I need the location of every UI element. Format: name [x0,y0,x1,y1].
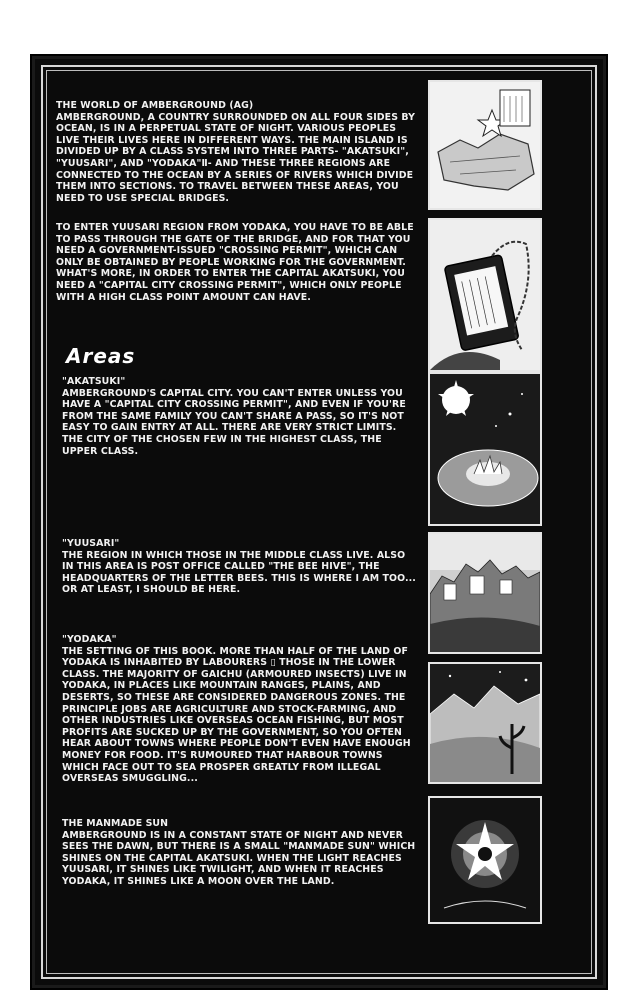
permit-section [56,222,416,303]
areas-heading: Areas [66,344,136,368]
sun-title: THE MANMADE SUN [62,818,169,829]
illustration-yuusari [428,532,542,654]
intro-title: THE WORLD OF AMBERGROUND (AG) [56,100,254,111]
area-name: "YUUSARI" [62,538,120,549]
area-yuusari [62,538,418,596]
illustration-yodaka [428,662,542,784]
area-yodaka [62,634,418,785]
intro-body: AMBERGROUND, A COUNTRY SURROUNDED ON ALL FOUR SIDES BY OCEAN, IS IN A PERPETUAL STATE OF NIGHT. VARIOUS PEOPLES LIVE THEIR LIVES HERE IN DIFFERENT WAYS. THE MAIN ISLAND IS DIVIDED UP BY A CLASS SYSTEM INTO THREE PARTS- "AKATSUKI", "YUUSARI", AND "YODAKA"Ⅱ- AND THESE THREE REGIONS ARE CONNECTED TO THE OCEAN BY A SERIES OF RIVERS WHICH DIVIDE THEM INTO SECTIONS. TO TRAVEL BETWEEN THESE AREAS, YOU NEED TO USE SPECIAL BRIDGES. [56,111,416,204]
area-body: THE SETTING OF THIS BOOK. MORE THAN HALF OF THE LAND OF YODAKA IS INHABITED BY LABOURERS ▯ THOSE IN THE LOWER CLASS. THE MAJORITY OF GAICHU (ARMOURED INSECTS) LIVE IN YODAKA, IN PLACES LIKE MOUNTAIN RANGES, PLAINS, AND DESERTS, SO THESE ARE CONSIDERED DANGEROUS ZONES. THE PRINCIPLE JOBS ARE AGRICULTURE AND STOCK-FARMING, AND OTHER INDUSTRIES LIKE OVERSEAS OCEAN FISHING, BUT MOST PROFITS ARE SUCKED UP BY THE GOVERNMENT, SO YOU OFTEN HEAR ABOUT TOWNS WHERE PEOPLE DON'T EVEN HAVE ENOUGH MONEY FOR FOOD. IT'S RUMOURED THAT HARBOUR TOWNS WHICH FACE OUT TO SEA PROSPER GREATLY FROM ILLEGAL OVERSEAS SMUGGLING... [62,645,411,785]
sun-body: AMBERGROUND IS IN A CONSTANT STATE OF NIGHT AND NEVER SEES THE DAWN, BUT THERE IS A SMALL "MANMADE SUN" WHICH SHINES ON THE CAPITAL AKATSUKI. WHEN THE LIGHT REACHES YUUSARI, IT SHINES LIKE TWILIGHT, AND WHEN IT REACHES YODAKA, IT SHINES LIKE A MOON OVER THE LAND. [62,829,416,887]
intro-section [56,100,416,204]
illustration-map [428,80,542,210]
area-name: "AKATSUKI" [62,376,126,387]
area-body: AMBERGROUND'S CAPITAL CITY. YOU CAN'T ENTER UNLESS YOU HAVE A "CAPITAL CITY CROSSING PERMIT", AND EVEN IF YOU'RE FROM THE SAME FAMILY YOU CAN'T SHARE A PASS, SO IT'S NOT EASY TO GAIN ENTRY AT ALL. THERE ARE VERY STRICT LIMITS. THE CITY OF THE CHOSEN FEW IN THE HIGHEST CLASS, THE UPPER CLASS. [62,387,406,457]
area-body: THE REGION IN WHICH THOSE IN THE MIDDLE CLASS LIVE. ALSO IN THIS AREA IS POST OFFICE CALLED "THE BEE HIVE", THE HEADQUARTERS OF THE LETTER BEES. THIS IS WHERE I AM TOO... OR AT LEAST, I SHOULD BE HERE. [62,549,416,596]
permit-body: TO ENTER YUUSARI REGION FROM YODAKA, YOU HAVE TO BE ABLE TO PASS THROUGH THE GATE OF THE BRIDGE, AND FOR THAT YOU NEED A GOVERNMENT-ISSUED "CROSSING PERMIT", WHICH CAN ONLY BE OBTAINED BY PEOPLE WORKING FOR THE GOVERNMENT. WHAT'S MORE, IN ORDER TO ENTER THE CAPITAL AKATSUKI, YOU NEED A "CAPITAL CITY CROSSING PERMIT", WHICH ONLY PEOPLE WITH A HIGH CLASS POINT AMOUNT CAN HAVE. [56,222,414,303]
area-name: "YODAKA" [62,634,117,645]
illustration-akatsuki [428,372,542,526]
illustration-permit [428,218,542,372]
illustration-manmade-sun [428,796,542,924]
area-akatsuki [62,376,418,457]
sun-section [62,818,418,888]
